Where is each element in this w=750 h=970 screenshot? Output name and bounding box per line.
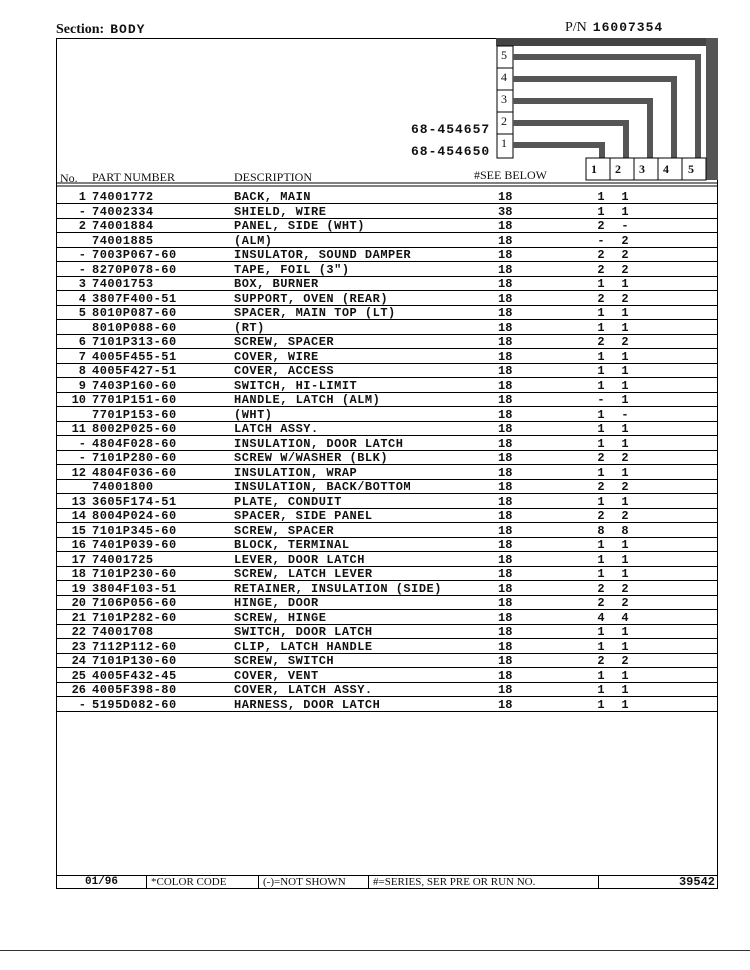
- item-number: 10: [71, 393, 86, 407]
- see-below: 18: [498, 668, 513, 683]
- series-2-qty: 1: [621, 204, 629, 219]
- series-1-qty: 1: [597, 204, 605, 219]
- series-2-qty: 1: [621, 306, 629, 320]
- part-number: 74001885: [92, 233, 154, 248]
- part-number: 7112P112-60: [92, 639, 177, 654]
- item-number: 5: [78, 306, 86, 320]
- table-row: [56, 234, 718, 249]
- col-header-no: No.: [60, 171, 78, 185]
- table-row: [56, 422, 718, 437]
- part-number: 8002P025-60: [92, 422, 177, 436]
- description: TAPE, FOIL (3"): [234, 262, 350, 277]
- col-header-desc: DESCRIPTION: [234, 170, 313, 184]
- series-2-qty: 2: [621, 248, 629, 262]
- part-number: 8010P087-60: [92, 306, 177, 320]
- series-1-qty: 2: [597, 654, 605, 668]
- item-number: 7: [78, 349, 86, 364]
- description: SCREW, SPACER: [234, 335, 335, 349]
- item-number: 26: [71, 683, 86, 697]
- see-below: 18: [498, 190, 513, 204]
- series-1-qty: 1: [597, 320, 605, 335]
- description: SUPPORT, OVEN (REAR): [234, 291, 389, 306]
- footer-date: 01/96: [57, 876, 147, 888]
- description: SCREW, LATCH LEVER: [234, 567, 373, 581]
- series-1-qty: 1: [597, 494, 605, 509]
- see-below: 18: [498, 625, 513, 639]
- series-2-qty: 1: [621, 668, 629, 683]
- section-heading: [56, 22, 145, 38]
- series-2-qty: 2: [621, 291, 629, 306]
- section-label: Section:: [56, 22, 105, 37]
- series-col-5: 5: [688, 162, 694, 176]
- table-row: [56, 379, 718, 394]
- series-1-qty: -: [597, 233, 605, 248]
- see-below: 18: [498, 436, 513, 451]
- series-2-qty: 2: [621, 654, 629, 668]
- table-row: [56, 625, 718, 640]
- see-below: 18: [498, 581, 513, 596]
- part-number: 74001800: [92, 480, 154, 494]
- see-below: 18: [498, 233, 513, 248]
- table-row: [56, 466, 718, 481]
- footer-bar: [56, 875, 718, 889]
- item-number: 17: [71, 552, 86, 567]
- part-number: 74001753: [92, 277, 154, 291]
- series-1-qty: 4: [597, 610, 605, 625]
- table-row: [56, 698, 718, 713]
- series-1-qty: 2: [597, 219, 605, 233]
- part-number: 3605F174-51: [92, 494, 177, 509]
- series-1-qty: -: [597, 393, 605, 407]
- part-number: 74001884: [92, 219, 154, 233]
- series-1-qty: 1: [597, 697, 605, 712]
- series-label-1: 1: [501, 136, 507, 150]
- item-number: 1: [78, 190, 86, 204]
- series-2-qty: 1: [621, 364, 629, 378]
- item-number: -: [78, 451, 86, 465]
- item-number: 14: [71, 509, 86, 523]
- series-2-qty: 2: [621, 581, 629, 596]
- item-number: 21: [71, 610, 86, 625]
- series-1-qty: 1: [597, 277, 605, 291]
- series-2-qty: 2: [621, 480, 629, 494]
- part-number: 7701P151-60: [92, 393, 177, 407]
- series-1-qty: 2: [597, 248, 605, 262]
- see-below: 18: [498, 494, 513, 509]
- see-below: 18: [498, 451, 513, 465]
- part-number: 4804F028-60: [92, 436, 177, 451]
- pn-label: P/N: [565, 20, 587, 35]
- series-col-4: 4: [663, 162, 669, 176]
- shade-band-top: [496, 38, 718, 46]
- footer-color-code: *COLOR CODE: [147, 876, 259, 888]
- item-number: 9: [78, 378, 86, 393]
- table-row: [56, 480, 718, 495]
- table-row: [56, 205, 718, 220]
- item-number: 3: [78, 277, 86, 291]
- see-below: 18: [498, 509, 513, 523]
- description: BLOCK, TERMINAL: [234, 538, 350, 552]
- part-number: 8004P024-60: [92, 509, 177, 523]
- table-row: [56, 263, 718, 278]
- series-2-qty: 2: [621, 509, 629, 523]
- series-1-qty: 1: [597, 668, 605, 683]
- shade-band-right: [706, 38, 718, 180]
- part-number: 7401P039-60: [92, 538, 177, 552]
- description: SPACER, SIDE PANEL: [234, 509, 373, 523]
- see-below: 18: [498, 364, 513, 378]
- part-number: 4005F432-45: [92, 668, 177, 683]
- part-number: 7101P345-60: [92, 523, 177, 538]
- part-number: 74001708: [92, 625, 154, 639]
- description: SWITCH, DOOR LATCH: [234, 625, 373, 639]
- description: COVER, ACCESS: [234, 364, 335, 378]
- description: SCREW W/WASHER (BLK): [234, 451, 389, 465]
- see-below: 18: [498, 523, 513, 538]
- series-1-qty: 2: [597, 480, 605, 494]
- series-1-qty: 2: [597, 291, 605, 306]
- see-below: 18: [498, 248, 513, 262]
- see-below: 18: [498, 654, 513, 668]
- part-number: 7101P230-60: [92, 567, 177, 581]
- description: PANEL, SIDE (WHT): [234, 219, 365, 233]
- series-2-qty: -: [621, 219, 629, 233]
- series-2-qty: 1: [621, 639, 629, 654]
- part-number: 74002334: [92, 204, 154, 219]
- model-number-2: 68-454650: [411, 144, 491, 159]
- description: SWITCH, HI-LIMIT: [234, 378, 358, 393]
- leader-3: [513, 101, 650, 166]
- description: INSULATOR, SOUND DAMPER: [234, 248, 412, 262]
- see-below: 18: [498, 277, 513, 291]
- description: INSULATION, BACK/BOTTOM: [234, 480, 412, 494]
- series-label-2: 2: [501, 114, 507, 128]
- item-number: 6: [78, 335, 86, 349]
- series-2-qty: 1: [621, 697, 629, 712]
- series-1-qty: 2: [597, 451, 605, 465]
- series-2-qty: 1: [621, 320, 629, 335]
- item-number: 18: [71, 567, 86, 581]
- item-number: 4: [78, 291, 86, 306]
- description: (ALM): [234, 233, 273, 248]
- table-row: [56, 611, 718, 626]
- item-number: 11: [71, 422, 86, 436]
- item-number: 15: [71, 523, 86, 538]
- see-below: 18: [498, 552, 513, 567]
- table-row: [56, 596, 718, 611]
- see-below: 18: [498, 378, 513, 393]
- table-row: [56, 654, 718, 669]
- series-2-qty: 2: [621, 262, 629, 277]
- item-number: -: [78, 436, 86, 451]
- series-1-qty: 1: [597, 190, 605, 204]
- see-below: 18: [498, 697, 513, 712]
- see-below: 18: [498, 596, 513, 610]
- series-col-2: 2: [615, 162, 621, 176]
- part-number: 3807F400-51: [92, 291, 177, 306]
- description: INSULATION, DOOR LATCH: [234, 436, 404, 451]
- part-number: 7403P160-60: [92, 378, 177, 393]
- table-row: [56, 393, 718, 408]
- description: SCREW, SWITCH: [234, 654, 335, 668]
- series-1-qty: 1: [597, 639, 605, 654]
- description: HARNESS, DOOR LATCH: [234, 697, 381, 712]
- footer-series-note: #=SERIES, SER PRE OR RUN NO.: [369, 876, 599, 888]
- row-rule: [56, 711, 718, 712]
- see-below: 18: [498, 291, 513, 306]
- description: RETAINER, INSULATION (SIDE): [234, 581, 442, 596]
- part-number: 7106P056-60: [92, 596, 177, 610]
- table-row: [56, 364, 718, 379]
- table-row: [56, 582, 718, 597]
- see-below: 18: [498, 422, 513, 436]
- table-row: [56, 669, 718, 684]
- item-number: 8: [78, 364, 86, 378]
- series-2-qty: 8: [621, 523, 629, 538]
- table-row: [56, 350, 718, 365]
- item-number: -: [78, 204, 86, 219]
- item-number: 25: [71, 668, 86, 683]
- series-1-qty: 1: [597, 683, 605, 697]
- description: LATCH ASSY.: [234, 422, 319, 436]
- part-number: 7003P067-60: [92, 248, 177, 262]
- item-number: 12: [71, 465, 86, 480]
- description: COVER, LATCH ASSY.: [234, 683, 373, 697]
- table-row: [56, 683, 718, 698]
- part-number: 74001725: [92, 552, 154, 567]
- series-2-qty: 1: [621, 277, 629, 291]
- series-1-qty: 1: [597, 625, 605, 639]
- table-row: [56, 292, 718, 307]
- col-header-see: #SEE BELOW: [474, 168, 547, 182]
- series-2-qty: 1: [621, 436, 629, 451]
- item-number: 24: [71, 654, 86, 668]
- see-below: 18: [498, 639, 513, 654]
- series-label-4: 4: [501, 70, 507, 84]
- part-number: 4005F427-51: [92, 364, 177, 378]
- table-row: [56, 321, 718, 336]
- table-row: [56, 437, 718, 452]
- item-number: 20: [71, 596, 86, 610]
- table-row: [56, 277, 718, 292]
- series-1-qty: 1: [597, 436, 605, 451]
- part-number: 7101P313-60: [92, 335, 177, 349]
- part-number: 5195D082-60: [92, 697, 177, 712]
- footer-not-shown: (-)=NOT SHOWN: [259, 876, 369, 888]
- series-1-qty: 2: [597, 335, 605, 349]
- part-number: 8270P078-60: [92, 262, 177, 277]
- series-col-3: 3: [639, 162, 645, 176]
- see-below: 18: [498, 393, 513, 407]
- item-number: 16: [71, 538, 86, 552]
- series-2-qty: 2: [621, 233, 629, 248]
- series-2-qty: 1: [621, 552, 629, 567]
- description: (RT): [234, 320, 265, 335]
- see-below: 18: [498, 335, 513, 349]
- part-number: 74001772: [92, 190, 154, 204]
- series-2-qty: 1: [621, 567, 629, 581]
- table-row: [56, 567, 718, 582]
- part-number: 4005F398-80: [92, 683, 177, 697]
- see-below: 38: [498, 204, 513, 219]
- table-row: [56, 408, 718, 423]
- item-number: 22: [71, 625, 86, 639]
- description: SCREW, SPACER: [234, 523, 335, 538]
- table-row: [56, 451, 718, 466]
- description: BACK, MAIN: [234, 190, 312, 204]
- item-number: 2: [78, 219, 86, 233]
- series-2-qty: 1: [621, 422, 629, 436]
- series-1-qty: 8: [597, 523, 605, 538]
- series-2-qty: 4: [621, 610, 629, 625]
- description: CLIP, LATCH HANDLE: [234, 639, 373, 654]
- see-below: 18: [498, 465, 513, 480]
- table-row: [56, 553, 718, 568]
- see-below: 18: [498, 219, 513, 233]
- series-2-qty: -: [621, 407, 629, 422]
- description: SHIELD, WIRE: [234, 204, 327, 219]
- table-row: [56, 248, 718, 263]
- part-number: 8010P088-60: [92, 320, 177, 335]
- see-below: 18: [498, 262, 513, 277]
- series-1-qty: 2: [597, 509, 605, 523]
- series-1-qty: 1: [597, 364, 605, 378]
- series-1-qty: 1: [597, 349, 605, 364]
- series-2-qty: 1: [621, 465, 629, 480]
- item-number: -: [78, 248, 86, 262]
- description: LEVER, DOOR LATCH: [234, 552, 365, 567]
- see-below: 18: [498, 480, 513, 494]
- see-below: 18: [498, 349, 513, 364]
- table-row: [56, 509, 718, 524]
- series-2-qty: 2: [621, 596, 629, 610]
- description: PLATE, CONDUIT: [234, 494, 342, 509]
- series-2-qty: 2: [621, 451, 629, 465]
- series-1-qty: 1: [597, 306, 605, 320]
- page-bottom-rule: [0, 950, 750, 951]
- series-1-qty: 1: [597, 567, 605, 581]
- series-2-qty: 1: [621, 190, 629, 204]
- see-below: 18: [498, 610, 513, 625]
- see-below: 18: [498, 567, 513, 581]
- series-1-qty: 1: [597, 552, 605, 567]
- see-below: 18: [498, 320, 513, 335]
- section-value: BODY: [110, 22, 146, 37]
- table-row: [56, 495, 718, 510]
- item-number: 19: [71, 581, 86, 596]
- series-label-5: 5: [501, 48, 507, 62]
- series-1-qty: 1: [597, 422, 605, 436]
- series-2-qty: 1: [621, 378, 629, 393]
- part-number: 7701P153-60: [92, 407, 177, 422]
- series-1-qty: 1: [597, 378, 605, 393]
- table-row: [56, 524, 718, 539]
- model-number-1: 68-454657: [411, 122, 491, 137]
- item-number: -: [78, 697, 86, 712]
- table-row: [56, 190, 718, 205]
- series-1-qty: 2: [597, 596, 605, 610]
- series-2-qty: 1: [621, 625, 629, 639]
- table-row: [56, 335, 718, 350]
- description: HANDLE, LATCH (ALM): [234, 393, 381, 407]
- table-row: [56, 538, 718, 553]
- description: COVER, WIRE: [234, 349, 319, 364]
- footer-page-number: 39542: [678, 875, 715, 889]
- part-number: 7101P130-60: [92, 654, 177, 668]
- series-label-3: 3: [501, 92, 507, 106]
- series-col-1: 1: [591, 162, 597, 176]
- table-row: [56, 640, 718, 655]
- description: SPACER, MAIN TOP (LT): [234, 306, 396, 320]
- part-number: 4804F036-60: [92, 465, 177, 480]
- part-number: 7101P280-60: [92, 451, 177, 465]
- series-2-qty: 1: [621, 349, 629, 364]
- series-1-qty: 1: [597, 465, 605, 480]
- pn-value: 16007354: [592, 20, 664, 35]
- description: BOX, BURNER: [234, 277, 319, 291]
- part-number-heading: [565, 20, 663, 36]
- leader-5: [513, 57, 698, 166]
- series-2-qty: 1: [621, 393, 629, 407]
- see-below: 18: [498, 538, 513, 552]
- series-2-qty: 2: [621, 335, 629, 349]
- description: (WHT): [234, 407, 273, 422]
- table-row: [56, 219, 718, 234]
- table-row: [56, 306, 718, 321]
- see-below: 18: [498, 306, 513, 320]
- series-2-qty: 1: [621, 683, 629, 697]
- series-1-qty: 1: [597, 538, 605, 552]
- col-header-part: PART NUMBER: [92, 170, 175, 184]
- part-number: 4005F455-51: [92, 349, 177, 364]
- description: HINGE, DOOR: [234, 596, 319, 610]
- item-number: 23: [71, 639, 86, 654]
- description: SCREW, HINGE: [234, 610, 327, 625]
- item-number: -: [78, 262, 86, 277]
- item-number: 13: [71, 494, 86, 509]
- part-number: 7101P282-60: [92, 610, 177, 625]
- series-1-qty: 1: [597, 407, 605, 422]
- series-1-qty: 2: [597, 262, 605, 277]
- part-number: 3804F103-51: [92, 581, 177, 596]
- series-2-qty: 1: [621, 538, 629, 552]
- see-below: 18: [498, 407, 513, 422]
- description: INSULATION, WRAP: [234, 465, 358, 480]
- see-below: 18: [498, 683, 513, 697]
- description: COVER, VENT: [234, 668, 319, 683]
- series-2-qty: 1: [621, 494, 629, 509]
- series-1-qty: 2: [597, 581, 605, 596]
